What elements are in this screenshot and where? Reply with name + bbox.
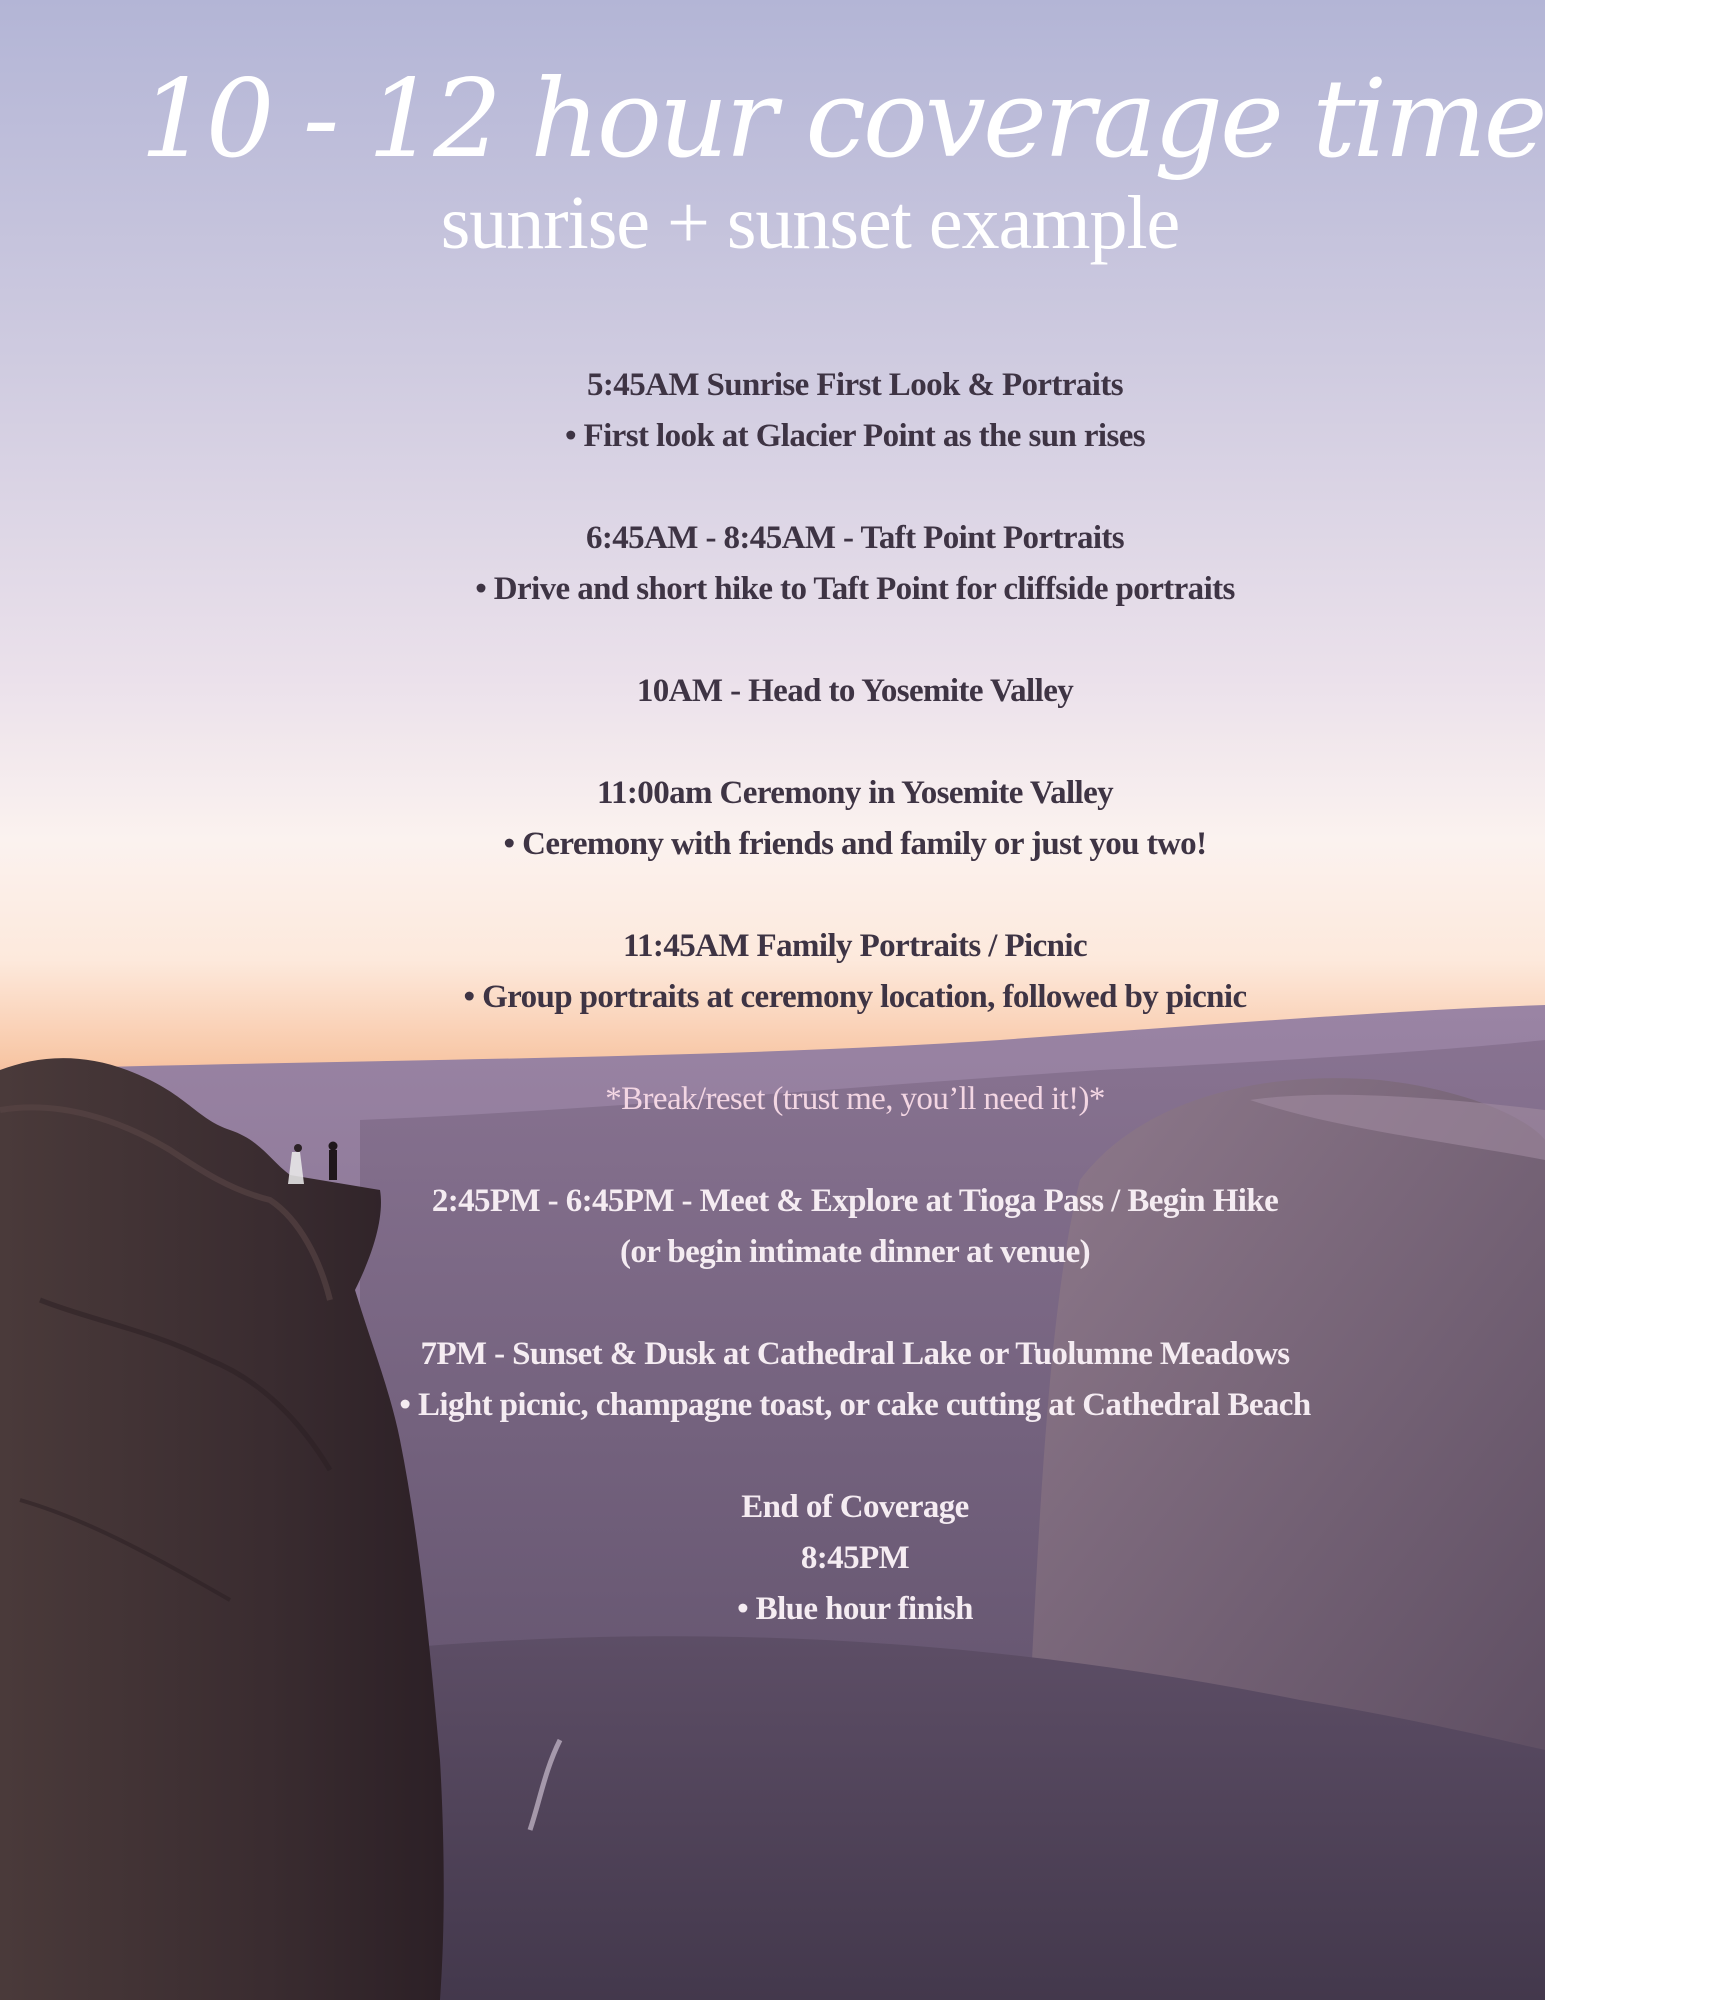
page-subtitle: sunrise + sunset example: [440, 181, 1180, 265]
timeline-item: [0, 1482, 1710, 1635]
timeline-item: [0, 1329, 1710, 1431]
timeline-extra: • Blue hour finish: [737, 1591, 973, 1627]
timeline-detail: • First look at Glacier Point as the sun rises: [564, 418, 1146, 454]
timeline-item: [0, 666, 1710, 717]
timeline-detail: • Ceremony with friends and family or just you two!: [503, 826, 1207, 862]
timeline-heading: 6:45AM - 8:45AM - Taft Point Portraits: [585, 520, 1125, 556]
timeline-item: [0, 768, 1710, 870]
timeline-detail: • Drive and short hike to Taft Point for cliffside portraits: [475, 571, 1235, 607]
page-title: 10 - 12 hour coverage timeline: [140, 57, 1735, 182]
timeline-heading: 5:45AM Sunrise First Look & Portraits: [587, 367, 1123, 403]
timeline-heading: End of Coverage: [741, 1489, 969, 1525]
timeline-item: [0, 1176, 1710, 1278]
timeline-break-note: [0, 1074, 1710, 1125]
timeline-item: [0, 921, 1710, 1023]
timeline-heading: 11:00am Ceremony in Yosemite Valley: [596, 775, 1114, 811]
timeline-detail: • Light picnic, champagne toast, or cake cutting at Cathedral Beach: [399, 1387, 1311, 1423]
timeline: [0, 360, 1710, 1686]
timeline-detail: (or begin intimate dinner at venue): [619, 1234, 1091, 1270]
timeline-heading: 2:45PM - 6:45PM - Meet & Explore at Tioga Pass / Begin Hike: [431, 1183, 1279, 1219]
timeline-item: [0, 513, 1710, 615]
timeline-heading: *Break/reset (trust me, you’ll need it!)*: [605, 1081, 1105, 1117]
timeline-detail: • Group portraits at ceremony location, followed by picnic: [463, 979, 1247, 1015]
timeline-heading: 10AM - Head to Yosemite Valley: [636, 673, 1074, 709]
timeline-item: [0, 360, 1710, 462]
timeline-heading: 7PM - Sunset & Dusk at Cathedral Lake or Tuolumne Meadows: [420, 1336, 1290, 1372]
timeline-detail: 8:45PM: [800, 1540, 910, 1576]
timeline-heading: 11:45AM Family Portraits / Picnic: [622, 928, 1088, 964]
